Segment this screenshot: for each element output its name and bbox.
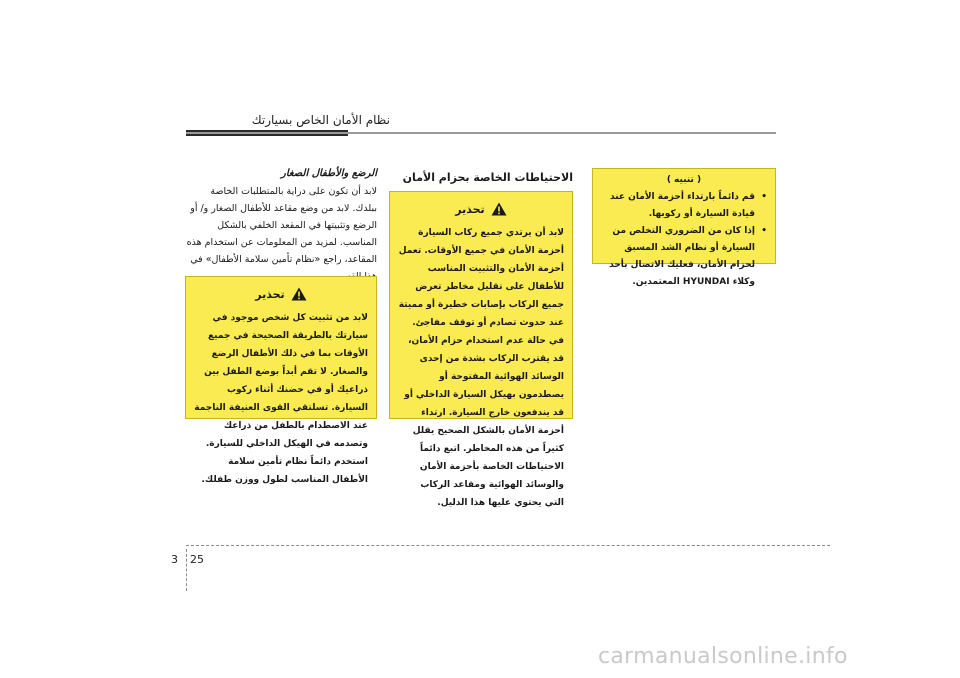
footer-rule xyxy=(186,545,830,546)
warning-box-seatbelt xyxy=(389,191,573,508)
note-item: • قم دائماً بارتداء أحزمة الأمان عند قيادة السيارة أو ركوبها. xyxy=(601,189,767,223)
header-rule xyxy=(186,132,776,134)
note-item: • إذا كان من الضروري التخلص من السيارة أو نظام الشد المسبق لحزام الأمان، فعليك الاتصال بأحد وكلاء HYUNDAI المعتمدين. xyxy=(601,223,767,291)
note-heading: ( تنبيه ) xyxy=(666,175,702,185)
warning-title: تحذير xyxy=(255,287,285,301)
footer-divider xyxy=(186,549,187,591)
seatbelt-precautions-heading: الاحتياطات الخاصة بحزام الأمان xyxy=(402,171,573,184)
watermark: carmanualsonline.info xyxy=(598,644,848,669)
warning-title: تحذير xyxy=(455,202,485,216)
warning-header xyxy=(398,202,564,216)
left-body-paragraph: لابد أن تكون على دراية بالمتطلبات الخاصة ببلدك. لابد من وضع مقاعد للأطفال الصغار و/ أو الرضع وتثبيتها في المقعد الخلفي بالشكل المناسب. لمزيد من المعلومات عن استخدام هذه المقاعد، راجع «نظام تأمين سلامة الأطفال» في xyxy=(186,186,377,265)
note-list xyxy=(601,189,767,291)
left-section-heading: الرضع والأطفال الصغار xyxy=(281,168,377,179)
warning-triangle-icon xyxy=(491,202,507,216)
warning-box-children xyxy=(185,276,377,485)
section-title: نظام الأمان الخاص بسيارتك xyxy=(251,113,390,127)
warning-text: لابد من تثبيت كل شخص موجود في سيارتك بالطريقة الصحيحة في جميع الأوقات بما في ذلك الأطفال الرضع والصغار. لا تقم أبداً بوضع الطفل بين ذراعيك أو في حضنك أثناء ركوب السيارة. تسلتقي القوى العنيفة الناجمة عند الاصطدام بالطفل من ذراعك وتصدمه في الهيكل الداخلي للسيارة. استخدم دائماً نظام تأمين سلامة الأطفال المناسب لطول ووزن طفلك. xyxy=(194,313,368,485)
left-column xyxy=(185,168,377,285)
note-box xyxy=(592,168,776,287)
chapter-number: 3 xyxy=(171,553,178,566)
page-number: 25 xyxy=(190,553,204,566)
warning-triangle-icon xyxy=(291,287,307,301)
warning-header xyxy=(194,287,368,301)
warning-text: لابد أن يرتدي جميع ركاب السيارة أحزمة الأمان في جميع الأوقات. تعمل أحزمة الأمان والتثبيت المناسب للأطفال على تقليل مخاطر تعرض جميع الركاب بإصابات خطيرة أو مميتة عند حدوث تصادم أو توقف مفاجئ. في حالة عدم استخدام حزام الأمان، قد يقترب الركاب بشدة من إحدى الوسائد الهوائية المفتوحة أو يصطدمون بهيكل السيارة الداخلي أو قد يندفعون خارج السيارة. ارتداء أحزمة الأمان بالشكل الصحيح يقلل كثيراً من هذه المخاطر. اتبع دائماً الاحتياطات الخاصة بأحزمة الأمان والوسائد الهوائية ومقاعد الركاب التي يحتوي عليها هذا الدليل. xyxy=(398,228,564,508)
